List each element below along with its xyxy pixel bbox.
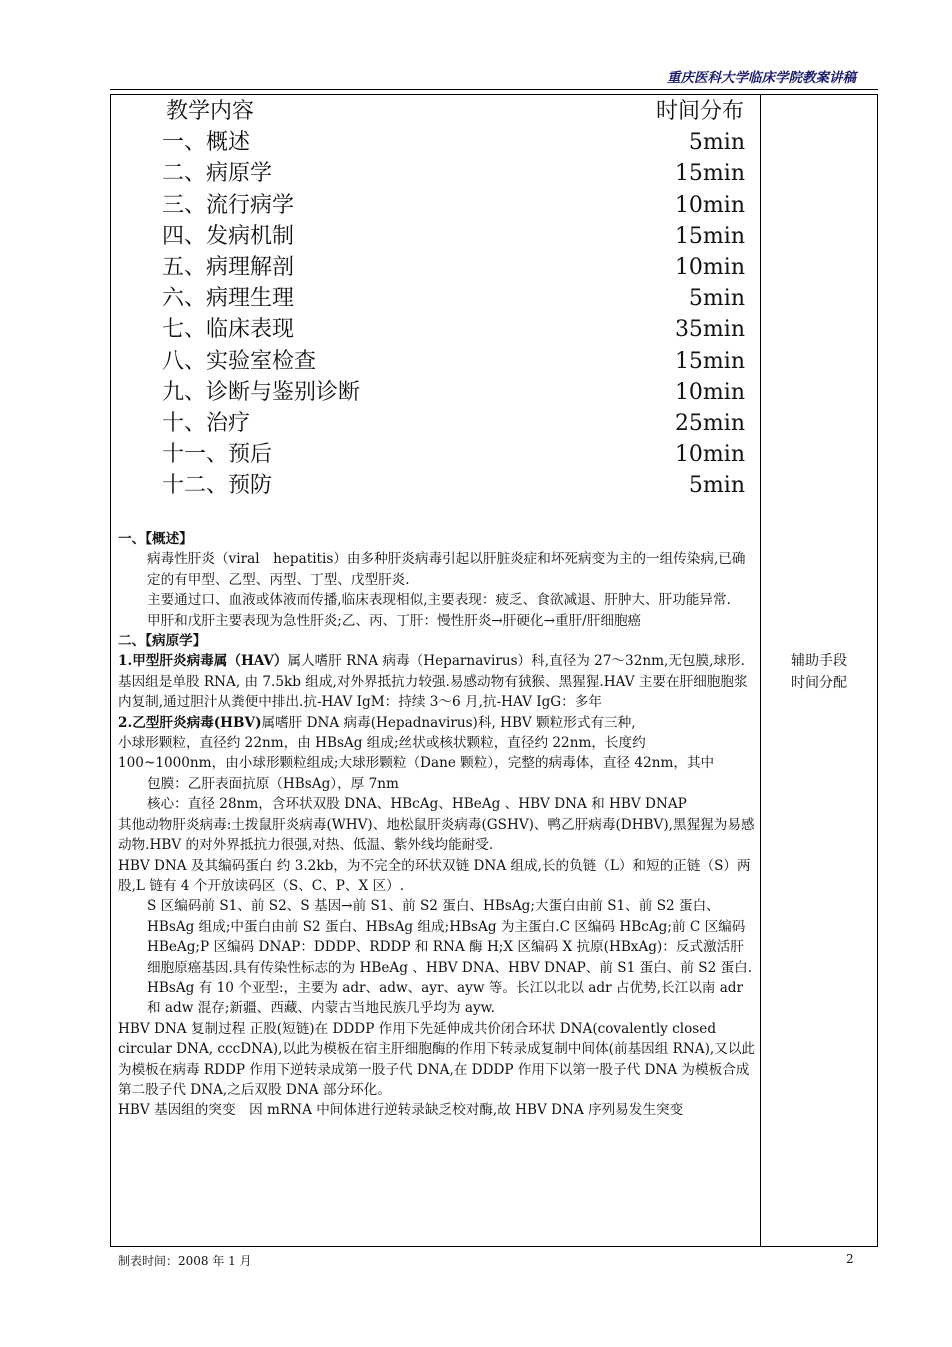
toc-item-label: 十二、预防: [162, 473, 273, 499]
toc-heading-row: [110, 96, 760, 127]
hav-text: 属人嗜肝 RNA 病毒（Heparnavirus）科,直径为 27～32nm,无包膜,球形.基因组是单股 RNA, 由 7.5kb 组成,对外界抵抗力较强.易感动物有狨猴、黑猩猩.HAV 主要在肝细胞胞浆内复制,通过胆汁从粪便中排出.抗-HAV IgM：持续 3～6 月,抗-HAV IgG：多年: [118, 653, 748, 711]
paragraph-hbv: [118, 713, 756, 733]
toc-item-label: 六、病理生理: [162, 286, 295, 312]
toc-row: [110, 314, 760, 345]
header-rule: [110, 89, 878, 90]
toc-item-label: 九、诊断与鉴别诊断: [162, 379, 361, 405]
toc-row: [110, 346, 760, 377]
hbv-text: 属嗜肝 DNA 病毒(Hepadnavirus)科, HBV 颗粒形式有三种,: [261, 714, 636, 731]
toc-row: [110, 190, 760, 221]
paragraph: HBsAg 有 10 个亚型:，主要为 adr、adw、ayr、ayw 等。长江以北以 adr 占优势,长江以南 adr 和 adw 混存;新疆、西藏、内蒙古当地民族几乎均为 ayw.: [147, 979, 744, 1017]
hbv-title: 2.乙型肝炎病毒(HBV): [118, 714, 262, 731]
paragraph: 包膜：乙肝表面抗原（HBsAg），厚 7nm: [147, 775, 399, 792]
toc-item-time: 15min: [674, 223, 745, 249]
toc-item-time: 10min: [674, 192, 745, 218]
toc-item-label: 三、流行病学: [162, 192, 295, 218]
toc: [110, 96, 760, 501]
toc-row: [110, 408, 760, 439]
header-title: 重庆医科大学临床学院教案讲稿: [667, 70, 856, 86]
paragraph: HBV DNA 及其编码蛋白 约 3.2kb，为不完全的环状双链 DNA 组成,长的负链（L）和短的正链（S）两股,L 链有 4 个开放读码区（S、C、P、X 区）.: [118, 857, 751, 894]
toc-item-label: 一、概述: [162, 130, 251, 156]
paragraph: 甲肝和戊肝主要表现为急性肝炎;乙、丙、丁肝：慢性肝炎→肝硬化→重肝/肝细胞癌: [147, 612, 642, 629]
toc-item-label: 七、临床表现: [162, 317, 295, 343]
toc-row: [110, 377, 760, 408]
toc-item-label: 十、治疗: [162, 410, 251, 436]
toc-item-label: 十一、预后: [162, 442, 273, 468]
toc-heading-label: 教学内容: [166, 99, 255, 124]
hav-title: 1.甲型肝炎病毒属（HAV）: [118, 653, 288, 670]
toc-item-label: 八、实验室检查: [162, 348, 317, 374]
toc-item-time: 5min: [688, 286, 745, 312]
toc-item-time: 15min: [674, 348, 745, 374]
toc-item-label: 四、发病机制: [162, 223, 295, 249]
side-column-label: [760, 650, 878, 694]
section-heading-etiology: 二、【病原学】: [118, 633, 207, 650]
toc-row: [110, 127, 760, 158]
toc-row: [110, 283, 760, 314]
toc-row: [110, 470, 760, 501]
paragraph: 其他动物肝炎病毒:土拨鼠肝炎病毒(WHV)、地松鼠肝炎病毒(GSHV)、鸭乙肝病毒(DHBV),黑猩猩为易感动物.HBV 的对外界抵抗力很强,对热、低温、紫外线均能耐受.: [118, 816, 755, 854]
section-heading-overview: 一、【概述】: [118, 531, 193, 547]
paragraph: S 区编码前 S1、前 S2、S 基因→前 S1、前 S2 蛋白、HBsAg;大蛋白由前 S1、前 S2 蛋白、HBsAg 组成;中蛋白由前 S2 蛋白、HBsAg 组成;HBsAg 为主蛋白.C 区编码 HBcAg;前 C 区编码 HBeAg;P 区编码 DNAP：DDDP、RDDP 和 RNA 酶 H;X 区编码 X 抗原(HBxAg)：反式激活肝细胞原癌基因.具有传染性标志的为 HBeAg 、HBV DNA、HBV DNAP、前 S1 蛋白、前 S2 蛋白.: [147, 898, 753, 976]
paragraph: HBV 基因组的突变 因 mRNA 中间体进行逆转录缺乏校对酶,故 HBV DNA 序列易发生突变: [118, 1102, 684, 1119]
toc-heading-time: 时间分布: [655, 99, 744, 124]
toc-item-label: 二、病原学: [162, 161, 273, 187]
toc-row: [110, 252, 760, 283]
paragraph: 小球形颗粒，直径约 22nm，由 HBsAg 组成;丝状或核状颗粒，直径约 22nm，长度约 100~1000nm，由小球形颗粒组成;大球形颗粒（Dane 颗粒），完整的病毒体，直径 42nm，其中: [118, 735, 715, 772]
toc-row: [110, 221, 760, 252]
toc-item-time: 5min: [688, 473, 745, 499]
toc-row: [110, 158, 760, 189]
side-label-line: 辅助手段: [791, 653, 847, 669]
toc-row: [110, 439, 760, 470]
toc-item-time: 25min: [674, 410, 745, 436]
toc-item-label: 五、病理解剖: [162, 254, 295, 280]
toc-item-time: 35min: [674, 317, 745, 343]
toc-item-time: 10min: [674, 379, 745, 405]
toc-item-time: 5min: [688, 130, 745, 156]
toc-item-time: 10min: [674, 442, 745, 468]
paragraph: 核心：直径 28nm，含环状双股 DNA、HBcAg、HBeAg 、HBV DNA 和 HBV DNAP: [147, 796, 687, 813]
paragraph-hav: [118, 651, 756, 712]
side-label-line: 时间分配: [791, 675, 847, 691]
paragraph: 主要通过口、血液或体液而传播,临床表现相似,主要表现：疲乏、食欲减退、肝肿大、肝功能异常.: [147, 592, 731, 609]
toc-item-time: 15min: [674, 161, 745, 187]
footer-date: 制表时间：2008 年 1 月: [118, 1254, 252, 1268]
toc-item-time: 10min: [674, 254, 745, 280]
lecture-content: [118, 529, 756, 1121]
paragraph: HBV DNA 复制过程 正股(短链)在 DDDP 作用下先延伸成共价闭合环状 DNA(covalently closed circular DNA, cccDNA),以此为模板在宿主肝细胞酶的作用下转录成复制中间体(前基因组 RNA),又以此为模板在病毒 RDDP 作用下逆转录成第一股子代 DNA,在 DDDP 作用下以第一股子代 DNA 为模板合成第二股子代 DNA,之后双股 DNA 部分环化。: [118, 1020, 756, 1098]
page-number: 2: [846, 1252, 854, 1266]
paragraph: 病毒性肝炎（viral hepatitis）由多种肝炎病毒引起以肝脏炎症和坏死病变为主的一组传染病,已确定的有甲型、乙型、丙型、丁型、戊型肝炎.: [147, 551, 746, 588]
